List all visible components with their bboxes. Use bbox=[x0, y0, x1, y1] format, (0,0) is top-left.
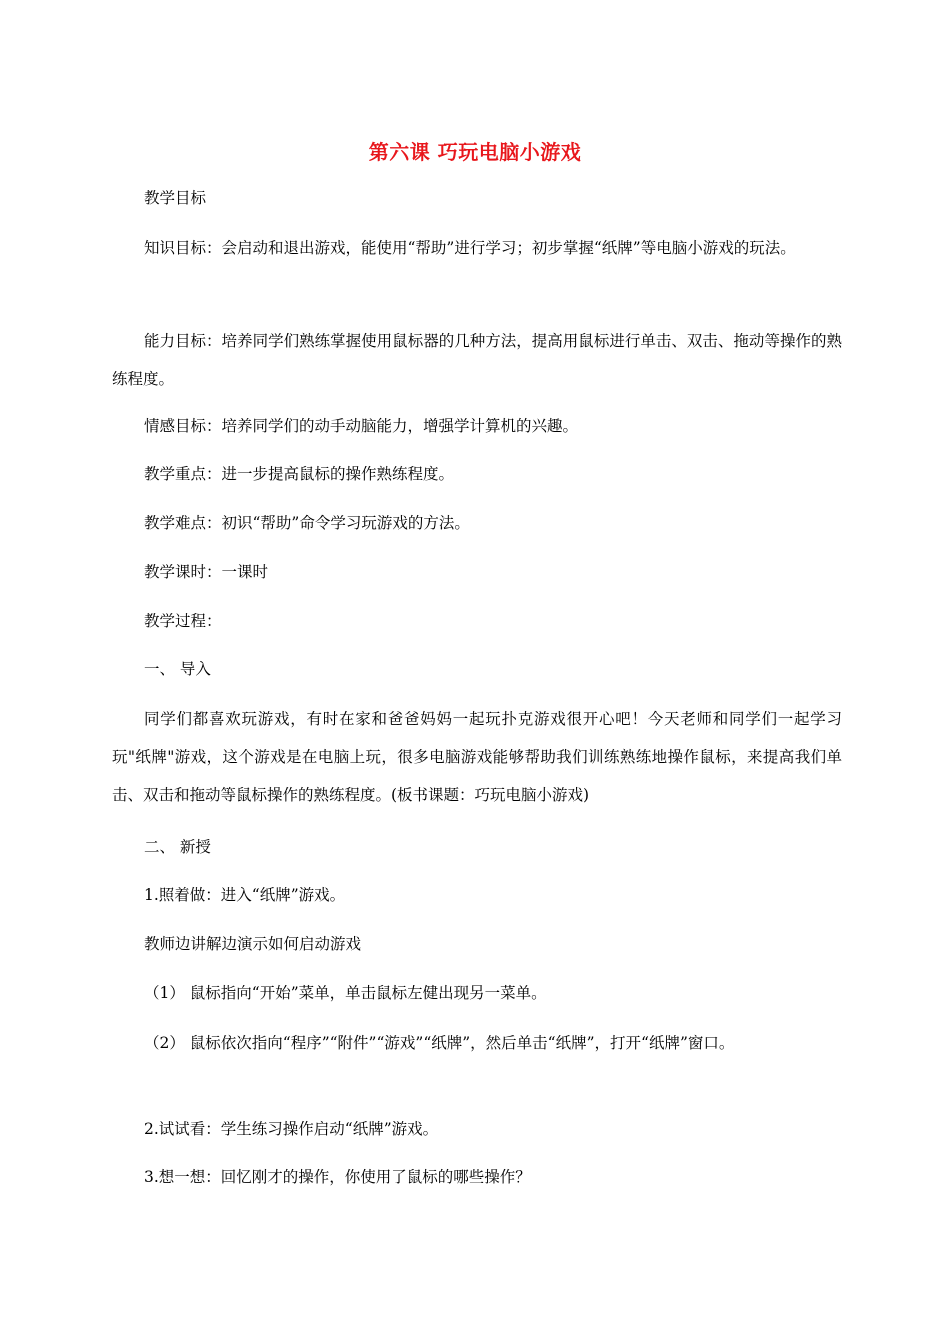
paragraph-key-point: 教学重点：进一步提高鼠标的操作熟练程度。 bbox=[144, 465, 455, 483]
paragraph-teaching-goals: 教学目标 bbox=[144, 189, 207, 207]
document-title: 第六课 巧玩电脑小游戏 bbox=[368, 140, 582, 164]
paragraph-emotion-goal: 情感目标：培养同学们的动手动脑能力，增强学计算机的兴趣。 bbox=[144, 417, 579, 435]
paragraph-intro-body: 同学们都喜欢玩游戏，有时在家和爸爸妈妈一起玩扑克游戏很开心吧！今天老师和同学们一起学习玩"纸牌"游戏，这个游戏是在电脑上玩，很多电脑游戏能够帮助我们训练熟练地操作鼠标，来提高我们单击、双击和拖动等鼠标操作的熟练程度。(板书课题：巧玩电脑小游戏) bbox=[112, 710, 842, 804]
paragraph-difficulty: 教学难点：初识“帮助”命令学习玩游戏的方法。 bbox=[144, 514, 470, 532]
paragraph-substep-1: （1） 鼠标指向“开始”菜单，单击鼠标左健出现另一菜单。 bbox=[144, 984, 547, 1002]
paragraph-process: 教学过程： bbox=[144, 612, 222, 630]
paragraph-step-2: 2.试试看：学生练习操作启动“纸牌”游戏。 bbox=[144, 1120, 439, 1138]
section-heading-intro: 一、 导入 bbox=[144, 660, 211, 678]
paragraph-class-hours: 教学课时：一课时 bbox=[144, 563, 269, 581]
paragraph-step-1: 1.照着做：进入“纸牌”游戏。 bbox=[144, 886, 346, 904]
paragraph-teacher-demo: 教师边讲解边演示如何启动游戏 bbox=[144, 935, 362, 953]
paragraph-step-3: 3.想一想：回忆刚才的操作，你使用了鼠标的哪些操作？ bbox=[144, 1168, 531, 1186]
paragraph-knowledge-goal: 知识目标：会启动和退出游戏，能使用“帮助”进行学习；初步掌握“纸牌”等电脑小游戏的玩法。 bbox=[144, 239, 796, 257]
paragraph-ability-goal: 能力目标：培养同学们熟练掌握使用鼠标器的几种方法，提高用鼠标进行单击、双击、拖动等操作的熟练程度。 bbox=[112, 332, 842, 388]
section-heading-new-lesson: 二、 新授 bbox=[144, 838, 211, 856]
paragraph-substep-2: （2） 鼠标依次指向“程序”“附件”“游戏”“纸牌”，然后单击“纸牌”，打开“纸牌”窗口。 bbox=[144, 1034, 735, 1052]
